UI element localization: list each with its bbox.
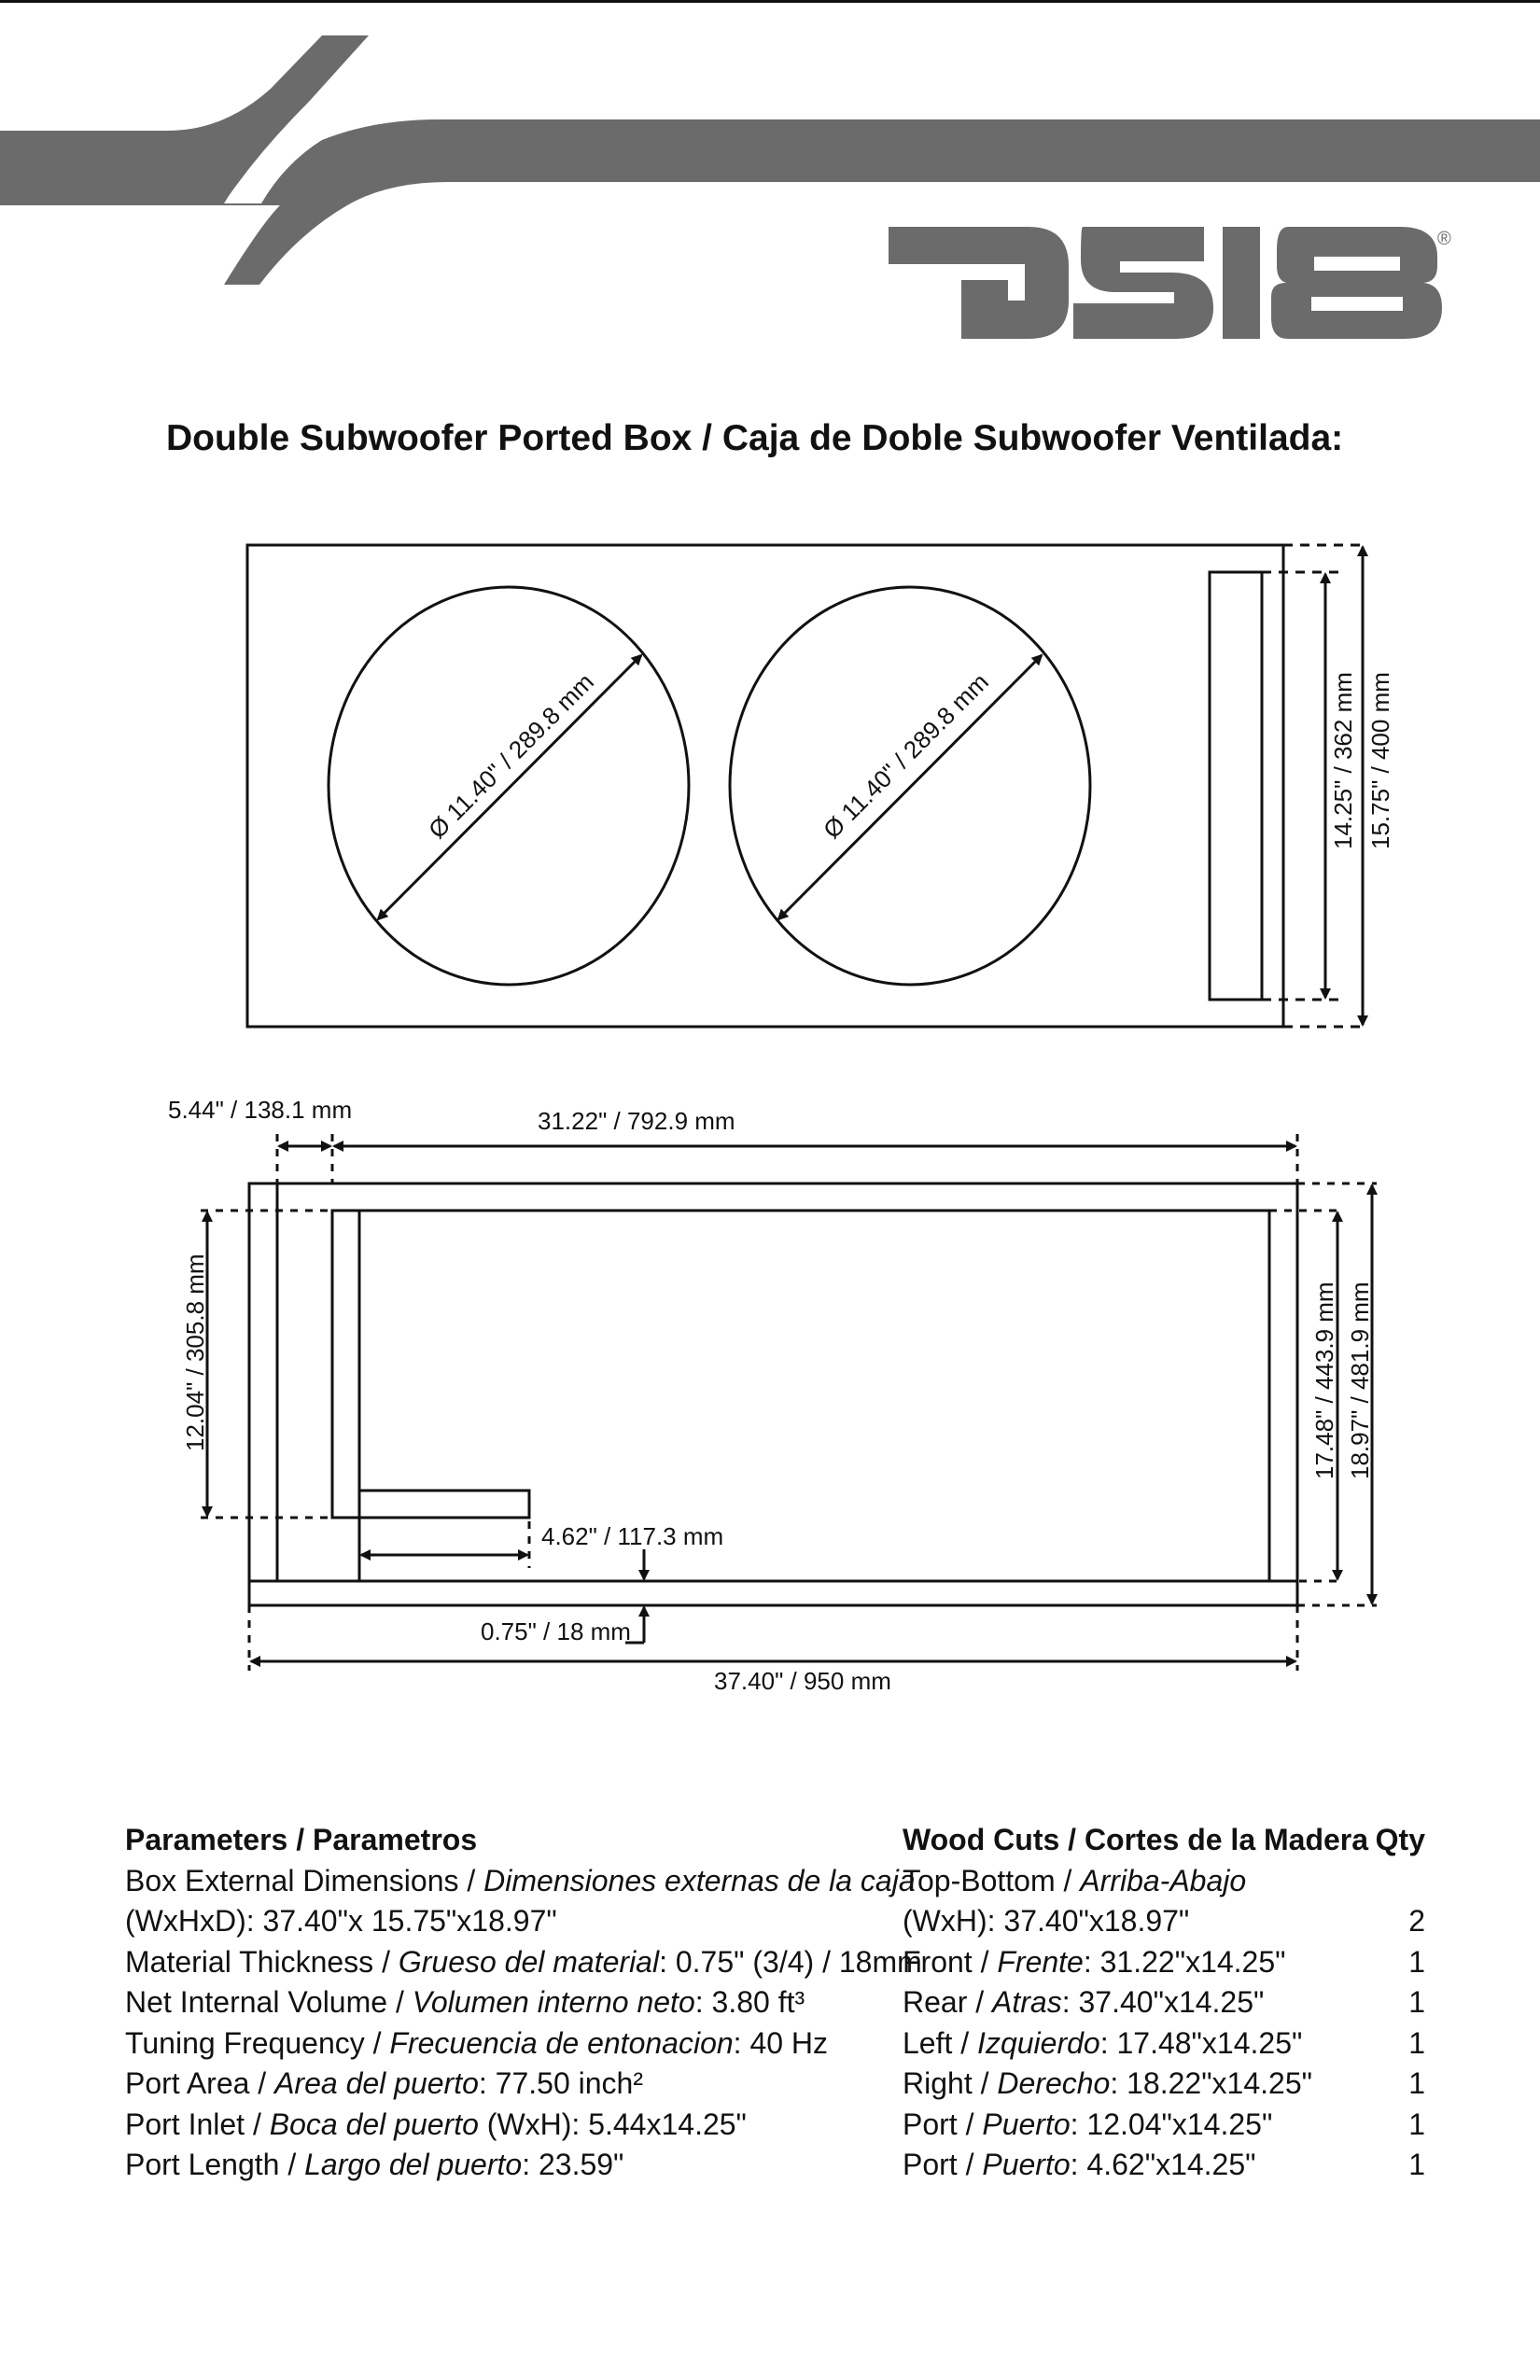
parameters-section — [125, 1820, 922, 2186]
parameters-header: Parameters / Parametros — [125, 1823, 478, 1856]
param-label: Box External Dimensions / — [125, 1863, 484, 1897]
param-row — [125, 1942, 922, 1983]
port-length-label: 12.04" / 305.8 mm — [181, 1253, 209, 1451]
wood-cut-qty: 1 — [1408, 2148, 1425, 2181]
speaker-hole-1 — [329, 587, 689, 985]
wood-label: Left / — [903, 2025, 978, 2060]
wood-cut-qty: 1 — [1408, 2107, 1425, 2141]
wood-label: Right / — [903, 2066, 998, 2100]
param-label: Port Inlet / — [125, 2107, 270, 2141]
top-view — [201, 1134, 1377, 1671]
thickness-label: 0.75" / 18 mm — [481, 1617, 631, 1645]
wood-spanish: Arriba-Abajo — [1080, 1863, 1247, 1897]
wood-row — [903, 2023, 1425, 2065]
outer-depth-label: 18.97" / 481.9 mm — [1346, 1281, 1374, 1479]
param-value: : 0.75" (3/4) / 18mm — [659, 1944, 922, 1979]
param-spanish: Largo del puerto — [304, 2148, 523, 2181]
wood-cut-qty: 1 — [1408, 2066, 1425, 2100]
wood-spanish: Atras — [992, 1985, 1062, 2019]
wood-cut-qty: 2 — [1408, 1904, 1425, 1938]
param-value: : 23.59" — [522, 2148, 624, 2181]
param-label: Port Area / — [125, 2066, 275, 2100]
wood-value: : 37.40"x14.25" — [1061, 1985, 1265, 2019]
param-label: Material Thickness / — [125, 1944, 399, 1979]
hole-1-diameter-label: Ø 11.40" / 289.8 mm — [423, 667, 599, 845]
param-spanish: Grueso del material — [398, 1944, 660, 1979]
wood-label: Top-Bottom / — [903, 1863, 1081, 1897]
inner-height-label: 14.25" / 362 mm — [1329, 672, 1357, 849]
param-label: (WxHxD): 37.40"x 15.75"x18.97" — [125, 1904, 557, 1938]
wood-value: : 18.22"x14.25" — [1110, 2066, 1312, 2100]
wood-value: : 4.62"x14.25" — [1070, 2148, 1256, 2181]
param-value: (WxH): 5.44x14.25" — [478, 2107, 747, 2141]
param-row — [125, 1861, 922, 1902]
wood-label: Front / — [903, 1944, 998, 1979]
wood-spanish: Puerto — [982, 2148, 1071, 2181]
wood-row — [903, 1942, 1425, 1983]
wood-row — [903, 1861, 1425, 1902]
outer-width-label: 37.40" / 950 mm — [714, 1667, 891, 1695]
wood-row — [903, 2105, 1425, 2146]
param-row — [125, 2145, 922, 2186]
port-leg-label: 4.62" / 117.3 mm — [541, 1522, 724, 1550]
wood-cut-qty: 1 — [1408, 2025, 1425, 2060]
outer-wall — [249, 1183, 1297, 1605]
wood-spanish: Derecho — [997, 2066, 1111, 2100]
hole-2-diameter-arrow — [778, 655, 1042, 919]
wood-cut-qty: 1 — [1408, 1985, 1425, 2019]
wood-row — [903, 1982, 1425, 2023]
port-leg — [359, 1491, 529, 1518]
param-row — [125, 2105, 922, 2146]
param-value: : 3.80 ft³ — [694, 1985, 805, 2019]
wood-cuts-header: Wood Cuts / Cortes de la Madera — [903, 1823, 1369, 1856]
param-spanish: Volumen interno neto — [412, 1985, 695, 2019]
wood-cut-qty: 1 — [1408, 1944, 1425, 1979]
inner-chamber — [359, 1211, 1269, 1581]
chamber-width-label: 31.22" / 792.9 mm — [538, 1107, 735, 1135]
outer-height-label: 15.75" / 400 mm — [1366, 672, 1394, 849]
front-panel — [247, 545, 1283, 1027]
param-value: : 77.50 inch² — [478, 2066, 643, 2100]
param-row — [125, 2023, 922, 2065]
front-view — [247, 545, 1367, 1027]
wood-label: Port / — [903, 2148, 983, 2181]
wood-label: (WxH): 37.40"x18.97" — [903, 1904, 1190, 1938]
param-row — [125, 1901, 922, 1942]
hole-1-diameter-arrow — [378, 655, 641, 919]
wood-value: : 31.22"x14.25" — [1083, 1944, 1286, 1979]
wood-value: : 17.48"x14.25" — [1099, 2025, 1303, 2060]
wood-cuts-section — [903, 1820, 1425, 2186]
inner-depth-label: 17.48" / 443.9 mm — [1310, 1281, 1338, 1479]
param-row — [125, 1982, 922, 2023]
port-width-label: 5.44" / 138.1 mm — [168, 1096, 353, 1124]
wood-spanish: Puerto — [982, 2107, 1071, 2141]
wood-row — [903, 1901, 1425, 1942]
port-wall — [332, 1211, 359, 1518]
wood-row — [903, 2145, 1425, 2186]
param-spanish: Area del puerto — [274, 2066, 479, 2100]
param-spanish: Dimensiones externas de la caja — [483, 1863, 916, 1897]
port-opening — [1210, 572, 1262, 1000]
hole-2-diameter-label: Ø 11.40" / 289.8 mm — [818, 667, 994, 845]
param-label: Tuning Frequency / — [125, 2025, 390, 2060]
wood-spanish: Frente — [997, 1944, 1084, 1979]
wood-value: : 12.04"x14.25" — [1070, 2107, 1273, 2141]
param-value: : 40 Hz — [733, 2025, 829, 2060]
qty-header: Qty — [1375, 1823, 1425, 1856]
wood-label: Rear / — [903, 1985, 993, 2019]
param-row — [125, 2064, 922, 2105]
param-label: Net Internal Volume / — [125, 1985, 413, 2019]
param-spanish: Boca del puerto — [269, 2107, 479, 2141]
wood-row — [903, 2064, 1425, 2105]
param-label: Port Length / — [125, 2148, 305, 2181]
page-title: Double Subwoofer Ported Box / Caja de Doble Subwoofer Ventilada: — [166, 418, 1344, 458]
wood-spanish: Izquierdo — [977, 2025, 1100, 2060]
registered-mark: ® — [1437, 229, 1451, 249]
wood-label: Port / — [903, 2107, 983, 2141]
param-spanish: Frecuencia de entonacion — [389, 2025, 734, 2060]
